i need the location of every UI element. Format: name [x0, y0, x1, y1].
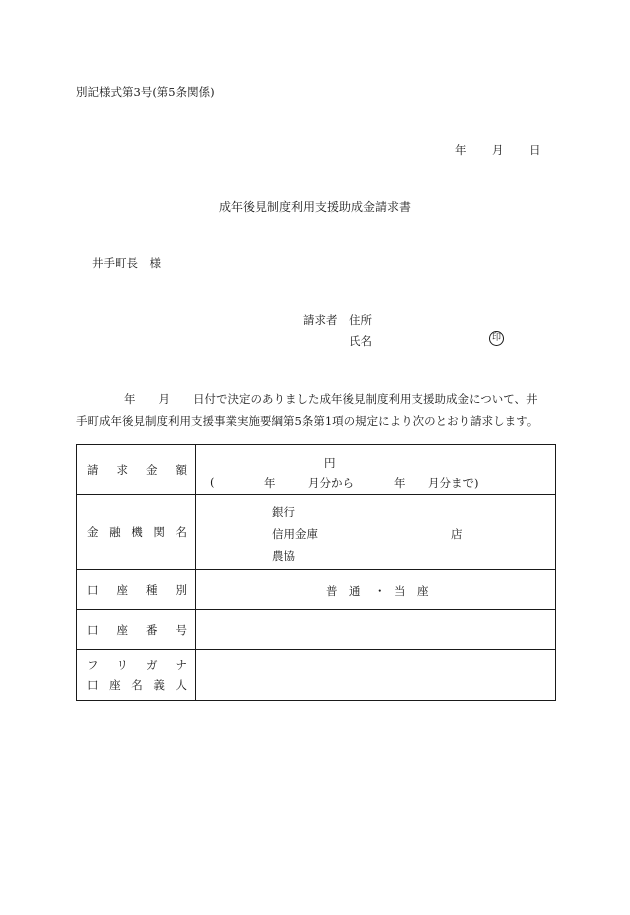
label-char: 座	[109, 678, 121, 692]
label-char: 座	[116, 582, 128, 597]
claimant-label: 請求者	[303, 313, 338, 327]
label-account-type	[77, 570, 196, 610]
label-financial-institution	[77, 495, 196, 570]
label-char: 金	[146, 462, 158, 477]
label-char: ナ	[175, 658, 187, 672]
label-char: フ	[87, 658, 99, 672]
form-number: 別記様式第3号(第5条関係)	[76, 85, 215, 99]
account-type-separator: ・	[374, 584, 386, 598]
period-from: 月分から	[308, 476, 354, 490]
period-to: 月分まで)	[428, 476, 479, 490]
label-furigana-account-holder	[77, 650, 196, 701]
label-char: 種	[146, 582, 158, 597]
label-char: 機	[131, 525, 143, 539]
paragraph-line-2: 手町成年後見制度利用支援事業実施要綱第5条第1項の規定により次のとおり請求します。	[76, 414, 539, 428]
label-claim-amount	[77, 445, 196, 495]
label-char: リ	[116, 658, 128, 672]
account-type-field[interactable]	[196, 570, 556, 610]
label-char: 名	[131, 678, 143, 692]
label-char: 号	[175, 622, 187, 637]
document-title: 成年後見制度利用支援助成金請求書	[218, 200, 411, 214]
label-char: 口	[87, 678, 99, 692]
label-char: 額	[175, 462, 187, 477]
seal-mark: 印	[489, 331, 504, 346]
table-row-bank	[77, 495, 556, 570]
name-label: 氏名	[349, 334, 372, 348]
account-holder-field[interactable]	[196, 650, 556, 701]
addressee: 井手町長 様	[92, 256, 161, 270]
account-type-toza[interactable]: 当 座	[394, 584, 429, 598]
label-char: 口	[87, 622, 99, 637]
request-paragraph	[76, 388, 556, 432]
label-char: 番	[146, 622, 158, 637]
bank-option-nokyo: 農協	[272, 549, 295, 563]
request-table	[76, 444, 556, 701]
bank-option-ginko: 銀行	[272, 505, 295, 519]
table-row-account-holder	[77, 650, 556, 701]
date-month: 月	[492, 143, 504, 157]
label-char: 義	[153, 678, 165, 692]
label-char: 口	[87, 582, 99, 597]
label-char: 人	[175, 678, 187, 692]
label-char: ガ	[146, 658, 158, 672]
paragraph-line-1: 年 月 日付で決定のありました成年後見制度利用支援助成金について、井	[124, 392, 538, 406]
account-type-futsu[interactable]: 普 通	[326, 584, 361, 598]
label-char: 求	[116, 462, 128, 477]
date-year: 年	[455, 143, 467, 157]
table-row-account-type	[77, 570, 556, 610]
label-account-number	[77, 610, 196, 650]
address-label: 住所	[349, 313, 372, 327]
period-open-paren: (	[210, 475, 215, 489]
label-char: 別	[175, 582, 187, 597]
yen-unit: 円	[324, 456, 336, 470]
label-char: 請	[87, 462, 99, 477]
label-char: 座	[116, 622, 128, 637]
label-char: 名	[175, 525, 187, 539]
label-char: 関	[153, 525, 165, 539]
table-row-amount	[77, 445, 556, 495]
claim-amount-field[interactable]	[196, 445, 556, 495]
date-day: 日	[529, 143, 541, 157]
account-number-field[interactable]	[196, 610, 556, 650]
table-row-account-number	[77, 610, 556, 650]
period-year-from: 年	[264, 476, 276, 490]
period-year-to: 年	[394, 476, 406, 490]
label-char: 金	[87, 525, 99, 539]
label-char: 融	[109, 525, 121, 539]
bank-option-shinkin: 信用金庫	[272, 527, 318, 541]
financial-institution-field[interactable]	[196, 495, 556, 570]
branch-label: 店	[451, 527, 463, 541]
